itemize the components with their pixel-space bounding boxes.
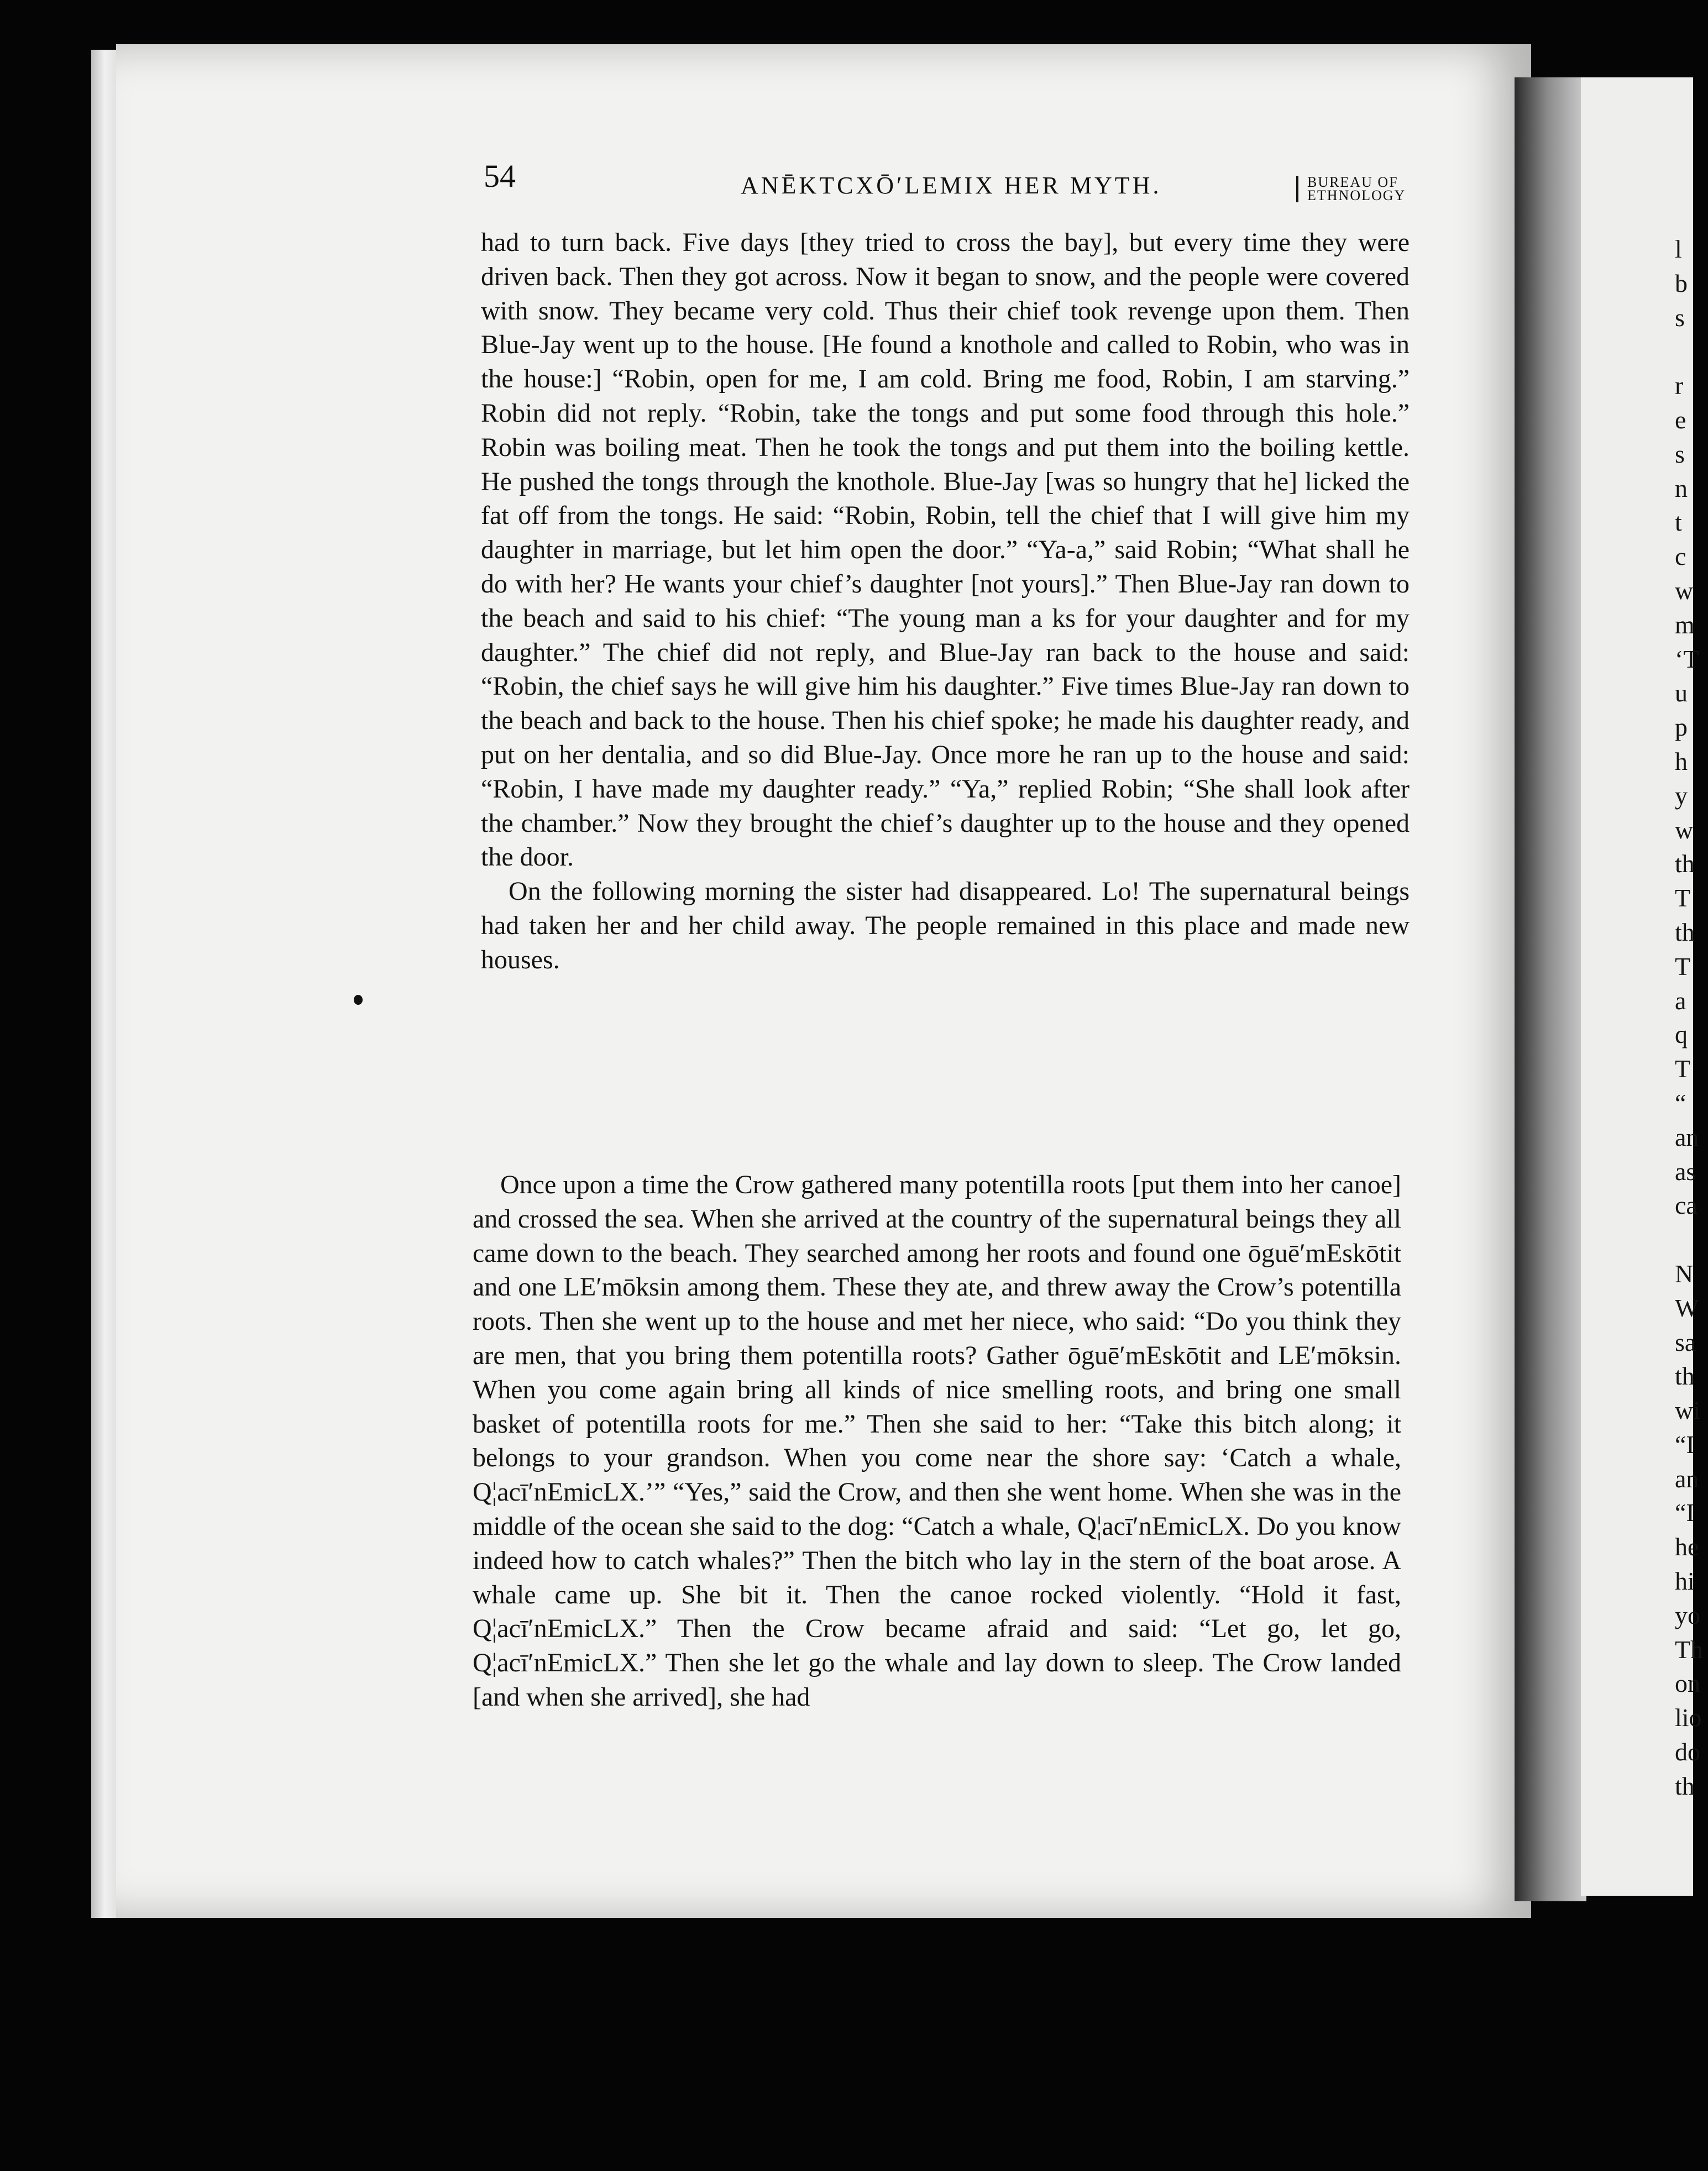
facing-line-fragment: T xyxy=(1675,952,1691,980)
facing-line-fragment: w xyxy=(1675,815,1694,844)
facing-line-fragment: l xyxy=(1675,235,1682,263)
ink-speck xyxy=(354,995,363,1005)
facing-line-fragment: Th xyxy=(1675,1635,1704,1664)
body-text-lower xyxy=(473,1141,1401,1741)
page-gutter xyxy=(1515,77,1586,1901)
facing-line-fragment: an xyxy=(1675,1464,1699,1493)
facing-line-fragment: q xyxy=(1675,1020,1688,1049)
facing-line-fragment: N xyxy=(1675,1259,1694,1288)
paragraph-2: On the following morning the sister had disappeared. Lo! The supernatural beings had taken her and her child away. The people remained in this place and made new houses. xyxy=(481,877,1410,974)
facing-line-fragment: hi xyxy=(1675,1567,1695,1596)
facing-line-fragment: th xyxy=(1675,849,1695,878)
facing-line-fragment: on xyxy=(1675,1669,1700,1698)
paragraph-3: Once upon a time the Crow gathered many potentilla roots [put them into her canoe] and crossed the sea. When she arrived at the country of the supernatural beings they all came down to the beach. They searched among her roots and found one ōguē′mEskōtit and one LE′mōksin among them. These they ate, and threw away the Crow’s potentilla roots. Then she went up to the house and met her niece, who said: “Do you think they are men, that you bring them potentilla roots? Gather ōguē′mEskōtit and LE′mōksin. When you come again bring all kinds of nice smelling roots, and bring one small basket of potentilla roots for me.” Then she said to her: “Take this bitch along; it belongs to your grandson. When you come near the shore say: ‘Catch a whale, Q¦acī′nEmicLX.’” “Yes,” said the Crow, and then she went home. When she was in the middle of the ocean she said to the dog: “Catch a whale, Q¦acī′nEmicLX. Do you know indeed how to catch whales?” Then the bitch who lay in the stern of the boat arose. A whale came up. She bit it. Then the canoe rocked violently. “Hold it fast, Q¦acī′nEmicLX.” Then the Crow became afraid and said: “Let go, let go, Q¦acī′nEmicLX.” Then she let go the whale and lay down to sleep. The Crow landed [and when she arrived], she had xyxy=(473,1170,1401,1712)
facing-line-fragment: wi xyxy=(1675,1396,1700,1425)
bureau-label xyxy=(1296,176,1406,202)
running-title: ANĒKTCXŌ′LEMIX HER MYTH. xyxy=(741,172,1162,199)
body-text-upper xyxy=(481,226,1410,977)
facing-line-fragment: do xyxy=(1675,1738,1700,1766)
facing-line-fragment: e xyxy=(1675,405,1686,434)
facing-page-text xyxy=(1675,232,1708,1803)
facing-line-fragment: T xyxy=(1675,884,1691,913)
facing-line-fragment: n xyxy=(1675,474,1688,502)
facing-line-fragment: y xyxy=(1675,781,1688,810)
facing-line-fragment: ca xyxy=(1675,1191,1697,1220)
facing-line-fragment: lio xyxy=(1675,1703,1702,1732)
facing-line-fragment: yo xyxy=(1675,1601,1700,1629)
facing-line-fragment: c xyxy=(1675,542,1686,571)
facing-line-fragment: th xyxy=(1675,1362,1695,1391)
facing-line-fragment: he xyxy=(1675,1533,1699,1561)
facing-line-fragment: th xyxy=(1675,917,1695,946)
facing-line-fragment: sa xyxy=(1675,1328,1696,1356)
facing-line-fragment: h xyxy=(1675,747,1688,775)
facing-line-fragment xyxy=(1675,334,1708,369)
facing-line-fragment: “ xyxy=(1675,1088,1686,1117)
facing-line-fragment: r xyxy=(1675,371,1684,400)
facing-line-fragment: w xyxy=(1675,576,1694,605)
bureau-line-1: BUREAU OF xyxy=(1307,174,1398,190)
facing-line-fragment: m xyxy=(1675,610,1695,639)
facing-line-fragment: T xyxy=(1675,1055,1691,1083)
facing-line-fragment: s xyxy=(1675,439,1685,468)
bureau-line-2: ETHNOLOGY xyxy=(1307,187,1406,203)
facing-line-fragment: th xyxy=(1675,1771,1695,1800)
facing-line-fragment: as xyxy=(1675,1157,1696,1186)
facing-line-fragment: t xyxy=(1675,508,1682,537)
facing-line-fragment xyxy=(1675,1223,1708,1257)
facing-line-fragment: s xyxy=(1675,303,1685,332)
facing-line-fragment: ‘T xyxy=(1675,644,1699,673)
facing-line-fragment: a xyxy=(1675,986,1686,1015)
facing-line-fragment: b xyxy=(1675,269,1688,297)
facing-line-fragment: u xyxy=(1675,679,1688,707)
facing-line-fragment: “I xyxy=(1675,1498,1695,1527)
facing-line-fragment: W xyxy=(1675,1293,1699,1322)
paragraph-1: had to turn back. Five days [they tried to cross the bay], but every time they were driven back. Then they got across. Now it began to snow, and the people were covered with snow. They became very cold. Thus their chief took revenge upon them. Then Blue-Jay went up to the house. [He found a knothole and called to Robin, who was in the house:] “Robin, open for me, I am cold. Bring me food, Robin, I am starving.” Robin did not reply. “Robin, take the tongs and put some food through this hole.” Robin was boiling meat. Then he took the tongs and put them into the boiling kettle. He pushed the tongs through the knothole. Blue-Jay [was so hungry that he] licked the fat off from the tongs. He said: “Robin, Robin, tell the chief that I will give him my daughter in marriage, but let him open the door.” “Ya-a,” said Robin; “What shall he do with her? He wants your chief’s daughter [not yours].” Then Blue-Jay ran down to the beach and said to his chief: “The young man a ks for your daughter and for my daughter.” The chief did not reply, and Blue-Jay ran back to the house and said: “Robin, the chief says he will give him his daughter.” Five times Blue-Jay ran down to the beach and back to the house. Then his chief spoke; he made his daughter ready, and put on her dentalia, and so did Blue-Jay. Once more he ran up to the house and said: “Robin, I have made my daughter ready.” “Ya,” replied Robin; “She shall look after the chamber.” Now they brought the chief’s daughter up to the house and they opened the door. xyxy=(481,228,1410,872)
facing-line-fragment: p xyxy=(1675,713,1688,742)
page-number: 54 xyxy=(484,158,516,194)
facing-line-fragment: “I xyxy=(1675,1430,1695,1459)
facing-line-fragment: an xyxy=(1675,1123,1699,1151)
